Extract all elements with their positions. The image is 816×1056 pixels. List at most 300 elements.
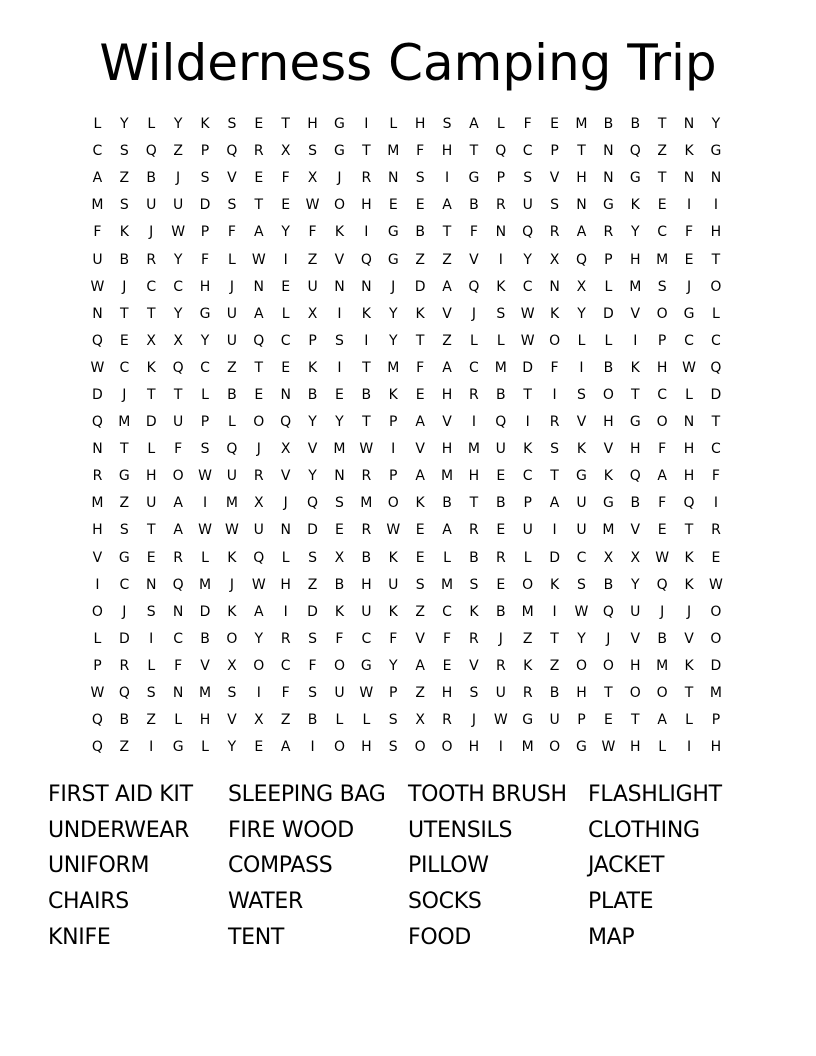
grid-letter: W xyxy=(601,739,616,756)
grid-letter: U xyxy=(92,251,103,268)
grid-letter: Z xyxy=(173,143,183,160)
grid-letter: J xyxy=(686,603,692,620)
grid-letter: X xyxy=(280,143,291,160)
grid-letter: R xyxy=(361,468,372,485)
grid-letter: G xyxy=(360,657,372,674)
grid-letter: O xyxy=(441,739,453,756)
grid-letter: O xyxy=(656,305,668,322)
grid-letter: D xyxy=(307,603,318,620)
grid-letter: Q xyxy=(91,712,103,729)
grid-letter: C xyxy=(522,143,533,160)
grid-letter: H xyxy=(629,739,641,756)
grid-letter: U xyxy=(172,197,184,214)
grid-letter: S xyxy=(227,685,237,702)
grid-letter: D xyxy=(199,197,211,214)
grid-letter: I xyxy=(310,739,315,756)
grid-letter: G xyxy=(468,170,480,187)
grid-letter: F xyxy=(308,224,317,241)
grid-letter: K xyxy=(200,116,210,133)
grid-letter: D xyxy=(414,278,426,295)
grid-letter: U xyxy=(630,603,641,620)
grid-letter: R xyxy=(442,712,452,729)
grid-letter: V xyxy=(227,712,237,729)
grid-letter: Q xyxy=(360,251,372,268)
grid-letter: O xyxy=(602,386,614,403)
grid-letter: I xyxy=(364,224,369,241)
grid-letter: R xyxy=(495,197,506,214)
grid-letter: Y xyxy=(630,576,640,593)
grid-letter: G xyxy=(629,170,641,187)
grid-letter: P xyxy=(711,712,721,729)
grid-letter: I xyxy=(552,603,557,620)
grid-letter: M xyxy=(494,359,507,376)
grid-letter: H xyxy=(199,712,211,729)
grid-letter: L xyxy=(362,712,371,729)
grid-letter: E xyxy=(335,522,344,539)
grid-letter: F xyxy=(523,116,532,133)
grid-letter: R xyxy=(92,468,103,485)
grid-letter: S xyxy=(550,197,560,214)
grid-letter: O xyxy=(253,414,265,431)
grid-letter: B xyxy=(549,685,560,702)
grid-letter: E xyxy=(281,278,291,295)
grid-letter: K xyxy=(334,224,345,241)
grid-letter: Y xyxy=(630,224,640,241)
grid-letter: N xyxy=(253,278,265,295)
grid-letter: R xyxy=(495,549,506,566)
grid-letter: Y xyxy=(173,305,183,322)
grid-letter: O xyxy=(333,739,345,756)
grid-letter: P xyxy=(550,143,559,160)
grid-letter: S xyxy=(577,576,586,593)
grid-letter: P xyxy=(496,170,506,187)
grid-letter: E xyxy=(496,576,506,593)
grid-letter: R xyxy=(711,522,721,539)
word-list-item: KNIFE xyxy=(48,924,111,950)
grid-letter: S xyxy=(335,332,344,349)
grid-letter: J xyxy=(686,278,692,295)
grid-letter: O xyxy=(172,468,184,485)
grid-letter: N xyxy=(710,170,722,187)
grid-letter: N xyxy=(361,278,372,295)
grid-letter: L xyxy=(147,441,156,458)
grid-letter: B xyxy=(603,576,614,593)
grid-letter: N xyxy=(280,386,291,403)
word-list-row xyxy=(48,777,768,813)
grid-letter: K xyxy=(549,576,560,593)
grid-letter: Y xyxy=(308,468,317,485)
grid-letter: R xyxy=(549,224,560,241)
grid-letter: N xyxy=(172,603,184,620)
grid-letter: S xyxy=(308,143,318,160)
grid-letter: A xyxy=(254,224,264,241)
grid-letter: C xyxy=(173,278,183,295)
grid-letter: E xyxy=(254,116,264,133)
word-list-item: FOOD xyxy=(408,924,472,950)
grid-letter: V xyxy=(280,468,291,485)
grid-letter: G xyxy=(118,549,130,566)
grid-letter: S xyxy=(119,197,129,214)
word-list-item: JACKET xyxy=(588,853,665,879)
grid-letter: K xyxy=(334,603,345,620)
grid-letter: I xyxy=(686,197,692,214)
grid-letter: F xyxy=(93,224,102,241)
grid-letter: B xyxy=(146,170,157,187)
grid-letter: M xyxy=(91,197,104,214)
grid-letter: Y xyxy=(281,224,290,241)
grid-letter: K xyxy=(603,468,613,485)
word-list-item: UNIFORM xyxy=(48,853,150,879)
grid-letter: O xyxy=(602,657,614,674)
grid-letter: N xyxy=(145,576,157,593)
word-list-row xyxy=(48,848,768,884)
grid-letter: S xyxy=(119,143,129,160)
grid-letter: X xyxy=(227,657,237,674)
grid-letter: X xyxy=(415,712,425,729)
grid-letter: H xyxy=(656,359,668,376)
grid-letter: H xyxy=(361,576,372,593)
grid-letter: S xyxy=(388,739,398,756)
grid-letter: T xyxy=(469,143,479,160)
grid-row xyxy=(84,680,744,707)
grid-letter: W xyxy=(359,441,374,458)
grid-letter: F xyxy=(658,441,667,458)
grid-letter: C xyxy=(200,359,210,376)
grid-letter: D xyxy=(710,657,722,674)
grid-letter: E xyxy=(684,251,694,268)
grid-letter: E xyxy=(711,549,721,566)
grid-letter: V xyxy=(469,251,479,268)
grid-letter: U xyxy=(388,576,399,593)
grid-letter: H xyxy=(92,522,103,539)
word-list-item: COMPASS xyxy=(228,853,333,879)
grid-letter: T xyxy=(550,630,559,647)
grid-letter: A xyxy=(442,197,452,214)
grid-letter: K xyxy=(227,603,237,620)
grid-letter: L xyxy=(685,712,693,729)
grid-letter: R xyxy=(603,224,614,241)
word-list-item: SOCKS xyxy=(408,889,482,915)
word-list-item: FIRE WOOD xyxy=(228,817,354,843)
grid-letter: Y xyxy=(120,116,129,133)
grid-letter: K xyxy=(549,305,560,322)
grid-letter: G xyxy=(683,305,695,322)
grid-letter: L xyxy=(604,278,613,295)
grid-letter: R xyxy=(280,630,291,647)
grid-letter: T xyxy=(362,359,371,376)
grid-letter: F xyxy=(335,630,344,647)
grid-letter: K xyxy=(307,359,318,376)
grid-letter: X xyxy=(253,712,264,729)
grid-letter: E xyxy=(657,197,667,214)
grid-letter: W xyxy=(574,603,589,620)
grid-letter: M xyxy=(629,278,642,295)
grid-letter: B xyxy=(603,359,614,376)
grid-letter: L xyxy=(712,305,720,322)
grid-letter: H xyxy=(414,116,426,133)
grid-letter: O xyxy=(549,739,561,756)
grid-letter: J xyxy=(283,495,288,512)
grid-letter: B xyxy=(496,495,506,512)
word-list-item: FLASHLIGHT xyxy=(588,782,722,808)
grid-letter: Q xyxy=(495,143,507,160)
grid-letter: F xyxy=(469,224,478,241)
grid-letter: Y xyxy=(173,116,183,133)
grid-letter: H xyxy=(145,468,157,485)
grid-letter: I xyxy=(337,305,342,322)
grid-letter: G xyxy=(172,739,184,756)
grid-letter: F xyxy=(308,657,317,674)
grid-letter: V xyxy=(227,170,237,187)
grid-letter: O xyxy=(522,576,534,593)
grid-letter: L xyxy=(227,251,236,268)
grid-letter: E xyxy=(254,739,264,756)
grid-letter: W xyxy=(251,576,266,593)
grid-letter: N xyxy=(603,143,614,160)
grid-letter: P xyxy=(200,414,210,431)
grid-letter: Z xyxy=(307,576,318,593)
grid-letter: J xyxy=(471,712,476,729)
grid-letter: P xyxy=(604,251,613,268)
grid-letter: I xyxy=(283,603,288,620)
grid-letter: Z xyxy=(549,657,560,674)
grid-letter: A xyxy=(173,495,183,512)
grid-letter: S xyxy=(442,116,452,133)
grid-letter: N xyxy=(603,170,614,187)
grid-letter: W xyxy=(305,197,320,214)
grid-letter: N xyxy=(576,197,587,214)
grid-letter: P xyxy=(389,468,398,485)
grid-letter: U xyxy=(226,332,238,349)
grid-letter: C xyxy=(119,576,130,593)
grid-letter: Z xyxy=(415,603,425,620)
grid-row xyxy=(84,490,744,517)
grid-letter: F xyxy=(442,630,452,647)
grid-letter: T xyxy=(630,386,640,403)
grid-letter: F xyxy=(281,685,290,702)
grid-letter: V xyxy=(576,414,587,431)
grid-letter: L xyxy=(201,739,209,756)
grid-letter: Q xyxy=(118,685,130,702)
grid-letter: M xyxy=(198,685,212,702)
grid-letter: C xyxy=(92,143,103,160)
grid-letter: D xyxy=(145,414,157,431)
grid-letter: L xyxy=(147,657,156,674)
word-list-item: TENT xyxy=(228,924,285,950)
grid-letter: P xyxy=(389,685,398,702)
grid-letter: X xyxy=(334,549,345,566)
grid-letter: Z xyxy=(307,251,318,268)
grid-letter: B xyxy=(415,224,425,241)
grid-letter: I xyxy=(149,739,154,756)
grid-letter: M xyxy=(198,576,212,593)
grid-letter: B xyxy=(361,549,372,566)
grid-letter: O xyxy=(549,332,561,349)
grid-letter: C xyxy=(173,630,183,647)
grid-row xyxy=(84,545,744,572)
grid-letter: M xyxy=(387,359,400,376)
grid-letter: A xyxy=(657,712,667,729)
grid-row xyxy=(84,328,744,355)
grid-row xyxy=(84,219,744,246)
grid-letter: T xyxy=(146,386,156,403)
grid-letter: K xyxy=(684,576,694,593)
grid-letter: Q xyxy=(602,603,614,620)
grid-letter: T xyxy=(146,305,156,322)
grid-letter: F xyxy=(685,224,694,241)
grid-letter: Q xyxy=(710,359,722,376)
grid-letter: M xyxy=(91,495,104,512)
grid-letter: Q xyxy=(91,414,103,431)
grid-letter: K xyxy=(469,603,479,620)
grid-letter: S xyxy=(200,170,210,187)
grid-letter: U xyxy=(253,522,264,539)
grid-letter: Z xyxy=(119,170,130,187)
grid-row xyxy=(84,355,744,382)
grid-letter: Z xyxy=(227,359,237,376)
grid-letter: Y xyxy=(173,251,183,268)
grid-letter: S xyxy=(308,630,318,647)
grid-letter: X xyxy=(630,549,641,566)
grid-letter: I xyxy=(95,576,100,593)
grid-letter: O xyxy=(629,685,641,702)
grid-letter: A xyxy=(173,522,183,539)
word-list-item: PLATE xyxy=(588,889,654,915)
grid-letter: L xyxy=(577,332,586,349)
grid-letter: G xyxy=(199,305,211,322)
grid-letter: O xyxy=(656,685,668,702)
grid-letter: M xyxy=(521,739,534,756)
grid-letter: Z xyxy=(522,630,533,647)
grid-letter: Q xyxy=(172,359,184,376)
grid-letter: A xyxy=(576,224,587,241)
grid-letter: V xyxy=(307,441,318,458)
grid-letter: C xyxy=(522,278,533,295)
grid-letter: B xyxy=(227,386,237,403)
grid-letter: T xyxy=(657,170,667,187)
grid-letter: G xyxy=(629,414,641,431)
grid-letter: L xyxy=(335,712,344,729)
grid-letter: C xyxy=(522,468,533,485)
grid-letter: S xyxy=(308,685,318,702)
grid-letter: S xyxy=(523,170,533,187)
grid-letter: M xyxy=(709,685,722,702)
grid-letter: Q xyxy=(91,332,103,349)
grid-row xyxy=(84,165,744,192)
grid-letter: X xyxy=(307,170,318,187)
grid-letter: T xyxy=(442,224,452,241)
grid-letter: A xyxy=(415,414,425,431)
grid-row xyxy=(84,301,744,328)
grid-letter: V xyxy=(469,657,479,674)
grid-letter: R xyxy=(146,251,157,268)
grid-letter: J xyxy=(256,441,261,458)
grid-letter: Z xyxy=(119,739,130,756)
grid-letter: I xyxy=(471,414,476,431)
grid-letter: S xyxy=(469,576,479,593)
grid-letter: T xyxy=(469,495,479,512)
grid-letter: C xyxy=(280,657,291,674)
grid-letter: O xyxy=(710,603,722,620)
grid-letter: K xyxy=(496,278,506,295)
grid-letter: U xyxy=(146,495,157,512)
grid-letter: A xyxy=(254,305,264,322)
grid-letter: E xyxy=(496,522,506,539)
grid-letter: Y xyxy=(335,414,344,431)
grid-letter: Y xyxy=(200,332,210,349)
word-list-item: WATER xyxy=(228,889,304,915)
grid-letter: V xyxy=(334,251,345,268)
grid-letter: V xyxy=(200,657,210,674)
grid-letter: I xyxy=(633,332,638,349)
grid-letter: I xyxy=(552,386,557,403)
grid-letter: Q xyxy=(91,739,103,756)
grid-letter: J xyxy=(660,603,665,620)
grid-letter: T xyxy=(657,116,667,133)
grid-letter: H xyxy=(683,441,695,458)
grid-letter: P xyxy=(523,495,532,512)
grid-letter: N xyxy=(388,170,399,187)
grid-letter: O xyxy=(253,657,265,674)
grid-letter: W xyxy=(709,576,723,593)
grid-letter: T xyxy=(120,441,129,458)
grid-letter: M xyxy=(118,414,131,431)
grid-letter: U xyxy=(495,441,506,458)
grid-letter: U xyxy=(307,278,318,295)
grid-letter: W xyxy=(198,522,212,539)
grid-letter: E xyxy=(281,359,291,376)
grid-letter: L xyxy=(496,332,505,349)
grid-letter: W xyxy=(90,359,105,376)
grid-letter: Y xyxy=(388,332,398,349)
grid-letter: L xyxy=(443,549,451,566)
grid-row xyxy=(84,572,744,599)
grid-letter: S xyxy=(200,441,210,458)
grid-letter: S xyxy=(550,441,560,458)
grid-letter: T xyxy=(415,332,425,349)
grid-letter: K xyxy=(227,549,237,566)
grid-letter: B xyxy=(307,386,318,403)
grid-letter: P xyxy=(200,224,210,241)
grid-letter: L xyxy=(496,116,505,133)
grid-letter: R xyxy=(549,414,560,431)
grid-letter: D xyxy=(602,305,614,322)
grid-letter: N xyxy=(334,468,345,485)
grid-letter: L xyxy=(93,630,102,647)
grid-letter: H xyxy=(710,739,722,756)
grid-letter: P xyxy=(389,414,398,431)
grid-letter: T xyxy=(711,414,721,431)
grid-letter: D xyxy=(307,522,318,539)
grid-letter: U xyxy=(576,522,587,539)
grid-letter: T xyxy=(254,197,264,214)
grid-letter: U xyxy=(146,197,157,214)
grid-letter: E xyxy=(281,197,291,214)
grid-letter: J xyxy=(122,278,127,295)
grid-letter: B xyxy=(496,603,506,620)
grid-letter: N xyxy=(92,305,103,322)
grid-letter: H xyxy=(361,739,372,756)
grid-letter: K xyxy=(523,441,533,458)
grid-letter: B xyxy=(307,712,318,729)
grid-letter: J xyxy=(229,576,234,593)
grid-letter: K xyxy=(146,359,156,376)
grid-letter: M xyxy=(656,251,669,268)
grid-row xyxy=(84,734,744,761)
grid-letter: L xyxy=(281,305,290,322)
grid-letter: Z xyxy=(415,251,425,268)
word-list-row xyxy=(48,884,768,920)
